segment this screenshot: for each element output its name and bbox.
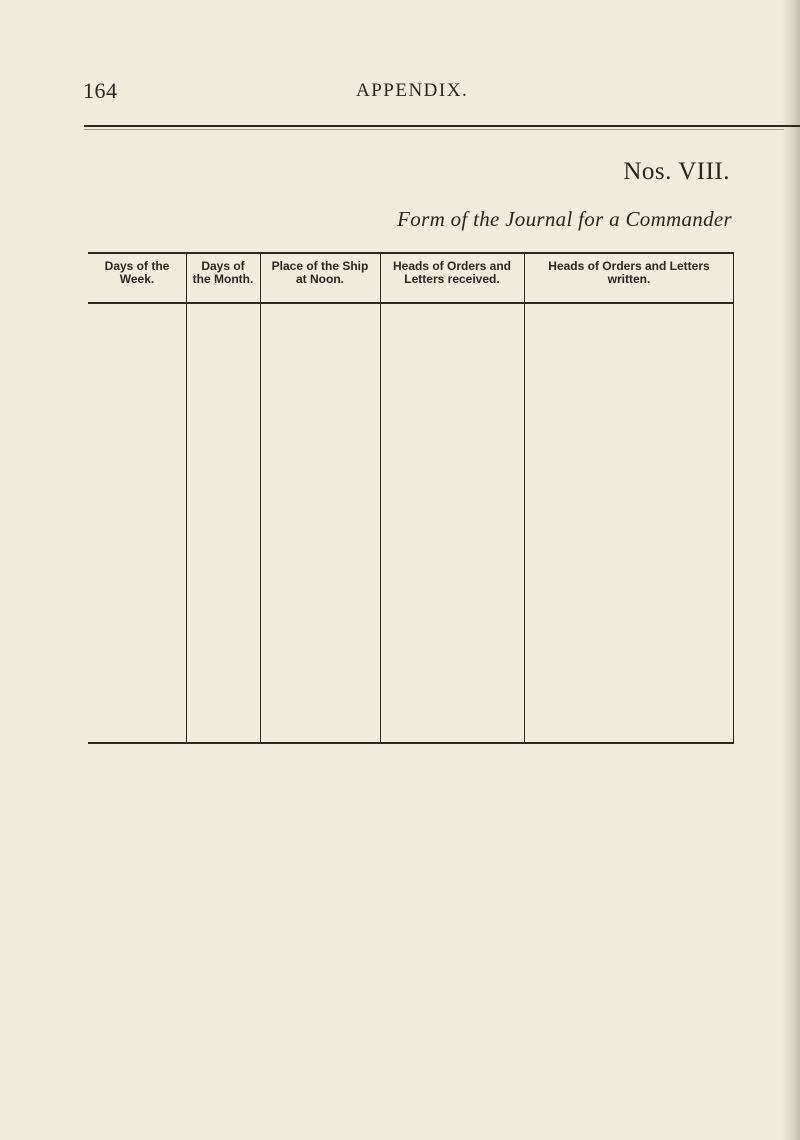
blank-cell-days-of-week [88, 304, 186, 742]
blank-cell-orders-written [524, 304, 734, 742]
header-line: Place of the Ship [271, 259, 369, 273]
header-line: the Month. [192, 272, 254, 286]
top-rule-thin [84, 129, 784, 130]
blank-cell-orders-received [380, 304, 524, 742]
form-caption: Form of the Journal for a Commander [397, 207, 732, 231]
journal-form-table [88, 252, 734, 744]
table-body-blank [88, 304, 734, 742]
header-line: written. [607, 272, 651, 286]
column-header-days-of-week [88, 260, 186, 286]
form-number: Nos. VIII. [623, 158, 730, 185]
top-rule [84, 125, 800, 127]
header-line: Heads of Orders and Letters [548, 259, 710, 273]
column-header-orders-received [380, 260, 524, 286]
header-line: at Noon. [296, 272, 344, 286]
column-header-orders-written [524, 260, 734, 286]
page-edge-shadow [782, 0, 800, 1140]
header-line: Days of [201, 259, 245, 273]
column-header-place-at-noon [260, 260, 380, 286]
table-header-row [88, 252, 734, 302]
header-line: Letters received. [404, 272, 500, 286]
running-head: APPENDIX. [356, 80, 469, 101]
blank-cell-days-of-month [186, 304, 260, 742]
blank-cell-place-at-noon [260, 304, 380, 742]
page-number: 164 [83, 78, 118, 103]
header-line: Heads of Orders and [392, 259, 512, 273]
header-line: Days of the [104, 259, 170, 273]
table-bottom-rule [88, 742, 734, 744]
column-header-days-of-month [186, 260, 260, 286]
header-line: Week. [119, 272, 155, 286]
